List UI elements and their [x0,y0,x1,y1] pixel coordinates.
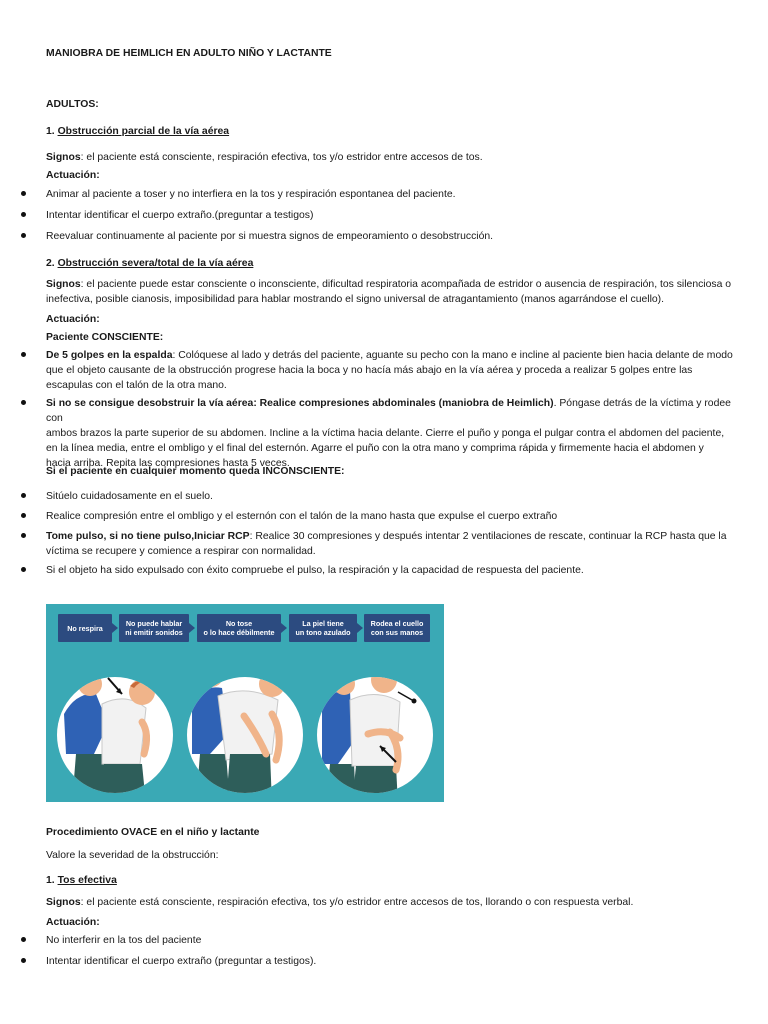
bullet-bold: De 5 golpes en la espalda [46,350,173,361]
section3-signs [46,895,736,910]
bullet-text: en la línea media, entre el ombligo y el final del esternón. Agarre el puño con la otra mano y comprima rápida y firmemente hacia el abdomen y [46,443,704,454]
section3-number: 1. [46,875,58,886]
figure-label-text: No puede hablar [125,619,183,628]
bullet-icon [21,954,29,962]
section1-bullet-3 [46,229,736,244]
section2-signs-line2: inefectiva, posible cianosis, imposibilidad para hablar mostrando el signo universal de atragantamiento (manos agarrándose el cuello). [46,294,665,305]
figure-label-text: con sus manos [370,628,424,637]
section2-title: Obstrucción severa/total de la vía aérea [57,258,254,269]
bullet-text: : Realice 30 compresiones y después intentar 2 ventilaciones de rescate, continuar la RCP hasta que la [249,531,727,542]
bullet-bold: Tome pulso, si no tiene pulso,Iniciar RCP [46,531,250,542]
bullet-text: Sitúelo cuidadosamente en el suelo. [46,491,213,502]
bullet-icon [21,208,29,216]
figure-label-text: ni emitir sonidos [125,628,183,637]
section2-signs-line1: : el paciente puede estar consciente o inconsciente, dificultad respiratoria acompañada de estridor o ausencia de respiración, tos silenciosa o [80,279,732,290]
bullet-icon [21,229,29,237]
section3-actuacion: Actuación: [46,917,100,928]
bullet-text: Intentar identificar el cuerpo extraño.(preguntar a testigos) [46,210,314,221]
bullet-text: : Colóquese al lado y detrás del paciente, aguante su pecho con la mano e incline al paciente bien hacia delante de modo [172,350,733,361]
choking-signs-illustration [46,604,444,802]
figure-label-text: Rodea el cuello [370,619,424,628]
section1-title: Obstrucción parcial de la vía aérea [57,126,230,137]
section1-actuacion: Actuación: [46,170,100,181]
scene-back-blows [57,672,173,802]
bullet-text: Animar al paciente a toser y no interfiera en la tos y respiración espontanea del paciente. [46,189,456,200]
unconscious-bullet-1 [46,489,736,504]
scene-abdominal-thrusts [187,665,303,802]
bullet-text: Si el objeto ha sido expulsado con éxito compruebe el pulso, la respiración y la capacidad de respuesta del paciente. [46,565,584,576]
section1-bullet-1 [46,187,736,202]
section3-bullet-2 [46,954,736,969]
unconscious-bullet-3 [46,529,736,559]
scene-universal-sign [317,667,433,802]
conscious-heading: Paciente CONSCIENTE: [46,332,164,343]
bullet-bold: Si no se consigue desobstruir la vía aérea: Realice compresiones abdominales (maniobra de Heimlich) [46,398,554,409]
unconscious-bullet-2 [46,509,736,524]
bullet-text: que el objeto causante de la obstrucción progrese hacia la boca y no hacía más abajo en la vía aérea y proceda a realizar 5 golpes entre las [46,365,693,376]
section2-signs-label: Signos [46,279,81,290]
section1-number: 1. [46,126,58,137]
section2-number: 2. [46,258,58,269]
section2-actuacion: Actuación: [46,314,100,325]
section2-signs [46,277,736,307]
bullet-icon [21,396,29,404]
adults-heading: ADULTOS: [46,99,99,110]
section1-signs-text: : el paciente está consciente, respiración efectiva, tos y/o estridor entre accesos de tos. [80,152,483,163]
section3-signs-text: : el paciente está consciente, respiración efectiva, tos y/o estridor entre accesos de tos, llorando o con respuesta verbal. [80,897,634,908]
bullet-icon [21,348,29,356]
figure-label-text: o lo hace débilmente [203,628,275,637]
section1-signs [46,150,736,165]
section1-heading [46,124,736,139]
figure-label-text: No tose [225,619,253,628]
bullet-icon [21,933,29,941]
bullet-text: escapulas con el talón de la otra mano. [46,380,227,391]
bullet-text: ambos brazos la parte superior de su abdomen. Incline a la víctima hacia delante. Cierre el puño y ponga el pulgar contra el abdomen del paciente, [46,428,725,439]
figure-label-text: No respira [67,623,103,633]
figure-drawing [46,604,444,802]
document-title: MANIOBRA DE HEIMLICH EN ADULTO NIÑO Y LACTANTE [46,48,332,59]
section3-intro: Valore la severidad de la obstrucción: [46,850,219,861]
conscious-bullet-2 [46,396,736,471]
figure-label-text: un tono azulado [295,628,351,637]
bullet-icon [21,509,29,517]
bullet-text: víctima se recupere y comience a respirar con normalidad. [46,546,316,557]
conscious-bullet-1 [46,348,736,393]
bullet-text: . Póngase detrás de la víctima y rodee con [46,398,731,424]
bullet-icon [21,489,29,497]
section1-bullet-2 [46,208,736,223]
section3-bullet-1 [46,933,736,948]
bullet-text: No interferir en la tos del paciente [46,935,202,946]
section3-subtitle: Tos efectiva [57,875,117,886]
section3-heading: Procedimiento OVACE en el niño y lactante [46,827,260,838]
bullet-icon [21,529,29,537]
bullet-text: Reevaluar continuamente al paciente por si muestra signos de empeoramiento o desobstrucción. [46,231,494,242]
section2-heading [46,256,736,271]
bullet-text: Intentar identificar el cuerpo extraño (preguntar a testigos). [46,956,317,967]
bullet-text: Realice compresión entre el ombligo y el esternón con el talón de la mano hasta que expulse el cuerpo extraño [46,511,558,522]
bullet-icon [21,563,29,571]
bullet-icon [21,187,29,195]
section3-subheading [46,873,736,888]
figure-label-text: La piel tiene [302,619,344,628]
section3-signs-label: Signos [46,897,81,908]
unconscious-bullet-4 [46,563,736,578]
bullet-text: hacia arriba. Repita las compresiones hasta 5 veces. [46,458,290,469]
unconscious-heading: Si el paciente en cualquier momento queda INCONSCIENTE: [46,466,345,477]
section1-signs-label: Signos [46,152,81,163]
